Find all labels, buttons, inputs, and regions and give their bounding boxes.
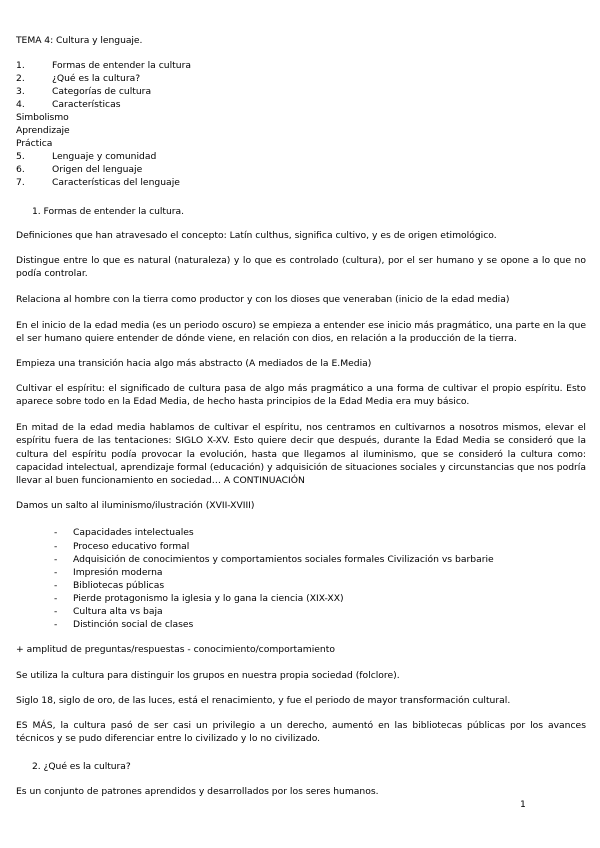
bullet-mark: - <box>54 606 58 617</box>
toc-number: 2. <box>16 73 25 84</box>
list-item: Adquisición de conocimientos y comportamientos sociales formales Civilización vs barbarie <box>73 554 494 565</box>
bullet-mark: - <box>54 527 58 538</box>
toc-number: 1. <box>16 60 25 71</box>
toc-item: ¿Qué es la cultura? <box>52 73 141 84</box>
list-item: Bibliotecas públicas <box>73 580 165 591</box>
paragraph: En mitad de la edad media hablamos de cultivar el espíritu, nos centramos en cultivarnos a nosotros mismos, elevar el espíritu fuera de las tentaciones: SIGLO X-XV. Esto quiere decir que después, durante la Edad Media se consideró que la cultura del espíritu podía provocar la evolución, hasta que llegamos al iluminismo, que se consideró la cultura como: capacidad intelectual, aprendizaje formal (educación) y adquisición de situaciones sociales y circunstancias que nos podría llevar al buen funcionamiento en sociedad… A CONTINUACIÓN <box>16 422 586 487</box>
paragraph: Cultivar el espíritu: el significado de cultura pasa de algo más pragmático a una forma de cultivar el propio espíritu. Esto aparece sobre todo en la Edad Media, de hecho hasta principios de la Edad Media era muy básico. <box>16 383 586 408</box>
list-item: Impresión moderna <box>73 567 163 578</box>
paragraph: Siglo 18, siglo de oro, de las luces, está el renacimiento, y fue el periodo de mayor transformación cultural. <box>16 695 511 706</box>
bullet-mark: - <box>54 580 58 591</box>
toc-number: 4. <box>16 99 25 110</box>
paragraph: En el inicio de la edad media (es un periodo oscuro) se empieza a entender ese inicio más pragmático, una parte en la que el ser humano quiere entender de dónde viene, en relación con dios, en relación a la producción de la tierra. <box>16 320 586 345</box>
paragraph: ES MÁS, la cultura pasó de ser casi un privilegio a un derecho, aumentó en las bibliotecas públicas por los avances técnicos y se pudo diferenciar entre lo civilizado y lo no civilizado. <box>16 720 586 745</box>
paragraph: Distingue entre lo que es natural (naturaleza) y lo que es controlado (cultura), por el ser humano y se opone a lo que no podía controlar. <box>16 255 586 280</box>
section-heading: 2. ¿Qué es la cultura? <box>32 761 131 772</box>
paragraph: Definiciones que han atravesado el concepto: Latín culthus, significa cultivo, y es de origen etimológico. <box>16 230 497 241</box>
list-item: Proceso educativo formal <box>73 541 190 552</box>
bullet-mark: - <box>54 619 58 630</box>
bullet-mark: - <box>54 567 58 578</box>
section-heading: 1. Formas de entender la cultura. <box>32 206 184 217</box>
paragraph: Empieza una transición hacia algo más abstracto (A mediados de la E.Media) <box>16 358 372 369</box>
toc-item: Características <box>52 99 121 110</box>
bullet-mark: - <box>54 554 58 565</box>
toc-item: Categorías de cultura <box>52 86 152 97</box>
toc-item: Lenguaje y comunidad <box>52 151 157 162</box>
page-number: 1 <box>520 799 526 810</box>
list-item: Distinción social de clases <box>73 619 194 630</box>
paragraph: Damos un salto al iluminismo/ilustración (XVII-XVIII) <box>16 500 255 511</box>
list-item: Capacidades intelectuales <box>73 527 194 538</box>
paragraph: Se utiliza la cultura para distinguir los grupos en nuestra propia sociedad (folclore). <box>16 670 400 681</box>
paragraph: Relaciona al hombre con la tierra como productor y con los dioses que veneraban (inicio de la edad media) <box>16 294 510 305</box>
document-title: TEMA 4: Cultura y lenguaje. <box>16 35 143 46</box>
toc-subitem: Práctica <box>16 138 53 149</box>
list-item: Cultura alta vs baja <box>73 606 163 617</box>
toc-item: Características del lenguaje <box>52 177 180 188</box>
toc-number: 6. <box>16 164 25 175</box>
toc-item: Origen del lenguaje <box>52 164 143 175</box>
bullet-mark: - <box>54 541 58 552</box>
paragraph: + amplitud de preguntas/respuestas - conocimiento/comportamiento <box>16 644 335 655</box>
toc-subitem: Aprendizaje <box>16 125 70 136</box>
list-item: Pierde protagonismo la iglesia y lo gana la ciencia (XIX-XX) <box>73 593 344 604</box>
paragraph: Es un conjunto de patrones aprendidos y desarrollados por los seres humanos. <box>16 786 379 797</box>
toc-number: 7. <box>16 177 25 188</box>
toc-item: Formas de entender la cultura <box>52 60 191 71</box>
toc-number: 5. <box>16 151 25 162</box>
toc-number: 3. <box>16 86 25 97</box>
bullet-mark: - <box>54 593 58 604</box>
toc-subitem: Simbolismo <box>16 112 69 123</box>
